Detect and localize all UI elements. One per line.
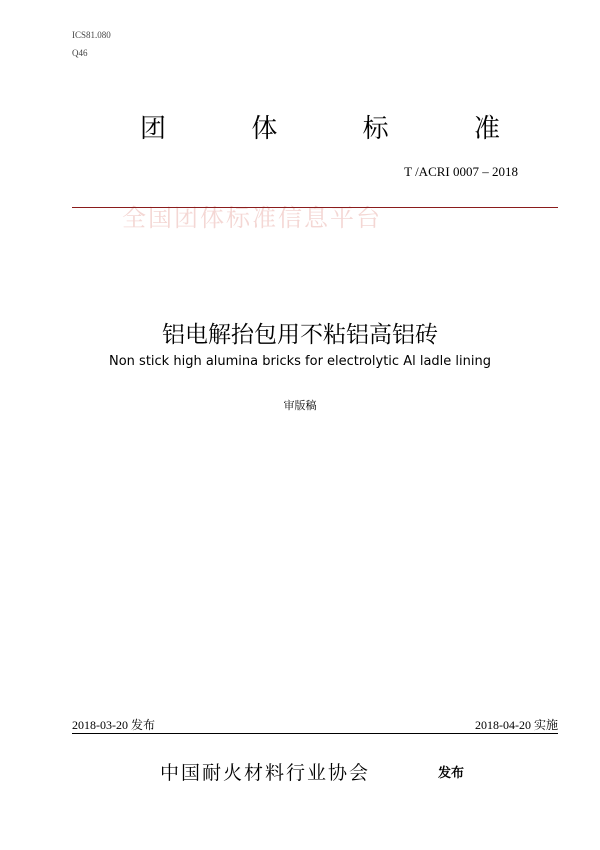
issuing-organization: 中国耐火材料行业协会 [160, 762, 371, 784]
standard-type-char: 体 [251, 114, 278, 144]
document-title-chinese: 铝电解抬包用不粘铝高铝砖 [162, 322, 438, 348]
ccs-code: Q46 [72, 48, 88, 58]
standard-type-heading [140, 108, 500, 145]
draft-status-label: 审版稿 [283, 399, 317, 412]
header-divider [72, 207, 558, 208]
watermark-text: 全国团体标准信息平台 [122, 204, 382, 232]
implementation-date: 2018-04-20 实施 [475, 718, 558, 732]
ics-code: ICS81.080 [72, 30, 111, 40]
document-title-english: Non stick high alumina bricks for electrolytic Al ladle lining [109, 354, 491, 369]
standard-type-char: 准 [473, 114, 500, 144]
footer-divider [72, 733, 558, 734]
standard-type-char: 标 [362, 114, 389, 144]
standard-type-char: 团 [140, 114, 167, 144]
issued-label: 发布 [438, 766, 465, 781]
publish-date: 2018-03-20 发布 [72, 718, 155, 732]
standard-number: T /ACRI 0007 – 2018 [404, 164, 518, 179]
